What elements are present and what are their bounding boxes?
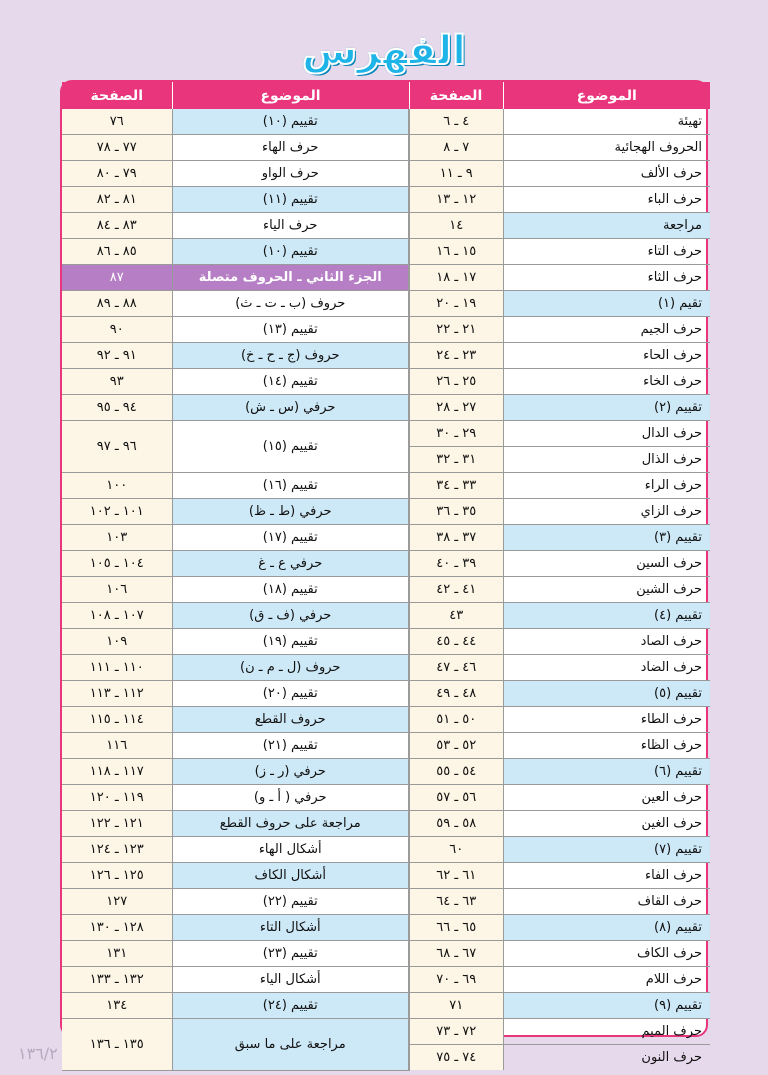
table-body <box>62 109 710 1070</box>
page-cell: ١٤ <box>409 213 503 239</box>
header-page-a: الصفحة <box>409 82 503 109</box>
topic-cell: حرف الشين <box>503 577 710 603</box>
topic-cell: حروف القطع <box>172 707 409 733</box>
table-row <box>62 629 710 655</box>
topic-cell: حرف الطاء <box>503 707 710 733</box>
page-cell: ٤١ ـ ٤٢ <box>409 577 503 603</box>
header-topic-b: الموضوع <box>172 82 409 109</box>
topic-cell: تقييم (١٠) <box>172 239 409 265</box>
table-row <box>62 863 710 889</box>
topic-cell: حرف الفاء <box>503 863 710 889</box>
table-row <box>62 187 710 213</box>
page-cell: ٧٢ ـ ٧٣ <box>409 1019 503 1045</box>
table-row <box>62 265 710 291</box>
table-row <box>62 1019 710 1045</box>
topic-cell: حرف القاف <box>503 889 710 915</box>
table-row <box>62 551 710 577</box>
page-cell: ١٩ ـ ٢٠ <box>409 291 503 317</box>
topic-cell: تقييم (٢٠) <box>172 681 409 707</box>
page-cell: ٨٥ ـ ٨٦ <box>62 239 172 265</box>
table-row <box>62 421 710 447</box>
topic-cell: تقييم (١١) <box>172 187 409 213</box>
page-cell: ٧٤ ـ ٧٥ <box>409 1045 503 1071</box>
topic-cell: تقييم (١٤) <box>172 369 409 395</box>
page-cell: ١٠٧ ـ ١٠٨ <box>62 603 172 629</box>
topic-cell: حرفي (ط ـ ظ) <box>172 499 409 525</box>
topic-cell: تقييم (١٩) <box>172 629 409 655</box>
topic-cell: حروف (ل ـ م ـ ن) <box>172 655 409 681</box>
topic-cell: حرف الغين <box>503 811 710 837</box>
table-row <box>62 369 710 395</box>
page-cell: ٣١ ـ ٣٢ <box>409 447 503 473</box>
topic-cell: حرف الكاف <box>503 941 710 967</box>
page-cell: ٥٢ ـ ٥٣ <box>409 733 503 759</box>
table-row <box>62 499 710 525</box>
page-cell: ٦٩ ـ ٧٠ <box>409 967 503 993</box>
table-row <box>62 473 710 499</box>
page-cell: ١٠٤ ـ ١٠٥ <box>62 551 172 577</box>
page-cell: ٥٦ ـ ٥٧ <box>409 785 503 811</box>
table-row <box>62 291 710 317</box>
page-cell: ٦٠ <box>409 837 503 863</box>
table-row <box>62 993 710 1019</box>
topic-cell: حرف الباء <box>503 187 710 213</box>
topic-cell: تقييم (١٦) <box>172 473 409 499</box>
table-row <box>62 759 710 785</box>
topic-cell: حرف الحاء <box>503 343 710 369</box>
table-row <box>62 707 710 733</box>
page-cell: ٧ ـ ٨ <box>409 135 503 161</box>
page-number: ١٣٦/٢ <box>18 1044 58 1063</box>
table-row <box>62 967 710 993</box>
table-row <box>62 161 710 187</box>
topic-cell: تقيم (١) <box>503 291 710 317</box>
page-cell: ٤٦ ـ ٤٧ <box>409 655 503 681</box>
topic-cell: حرف الواو <box>172 161 409 187</box>
page-cell: ٩ ـ ١١ <box>409 161 503 187</box>
table-row <box>62 889 710 915</box>
topic-cell: حرف الميم <box>503 1019 710 1045</box>
page-cell: ٥٨ ـ ٥٩ <box>409 811 503 837</box>
topic-cell: حرف الخاء <box>503 369 710 395</box>
topic-cell: تقييم (٢) <box>503 395 710 421</box>
topic-cell: حرف التاء <box>503 239 710 265</box>
table-row <box>62 395 710 421</box>
topic-cell: تقييم (١٥) <box>172 421 409 473</box>
topic-cell: حرف الدال <box>503 421 710 447</box>
page-cell: ١٢٥ ـ ١٢٦ <box>62 863 172 889</box>
topic-cell: حرف النون <box>503 1045 710 1071</box>
page-cell: ٨٨ ـ ٨٩ <box>62 291 172 317</box>
topic-cell: تقييم (٧) <box>503 837 710 863</box>
page-cell: ١٠١ ـ ١٠٢ <box>62 499 172 525</box>
page-cell: ٨٧ <box>62 265 172 291</box>
page-cell: ٣٣ ـ ٣٤ <box>409 473 503 499</box>
topic-cell: تقييم (٣) <box>503 525 710 551</box>
page-cell: ١٣٢ ـ ١٣٣ <box>62 967 172 993</box>
part-heading-cell: الجزء الثاني ـ الحروف متصلة <box>172 265 409 291</box>
topic-cell: حرف الراء <box>503 473 710 499</box>
page-cell: ٦٧ ـ ٦٨ <box>409 941 503 967</box>
page-cell: ٧٦ <box>62 109 172 135</box>
topic-cell: حرفي (ر ـ ز) <box>172 759 409 785</box>
topic-cell: حرف الذال <box>503 447 710 473</box>
topic-cell: حرفي (س ـ ش) <box>172 395 409 421</box>
table-row <box>62 213 710 239</box>
page-cell: ٩٦ ـ ٩٧ <box>62 421 172 473</box>
page-cell: ٢٩ ـ ٣٠ <box>409 421 503 447</box>
page-cell: ٢٣ ـ ٢٤ <box>409 343 503 369</box>
page-cell: ٧٧ ـ ٧٨ <box>62 135 172 161</box>
table-row <box>62 655 710 681</box>
topic-cell: أشكال الكاف <box>172 863 409 889</box>
topic-cell: حرف الثاء <box>503 265 710 291</box>
topic-cell: حرف العين <box>503 785 710 811</box>
table-row <box>62 343 710 369</box>
page-cell: ١١٠ ـ ١١١ <box>62 655 172 681</box>
topic-cell: حروف (ب ـ ت ـ ث) <box>172 291 409 317</box>
topic-cell: تقييم (٢١) <box>172 733 409 759</box>
page-cell: ١٠٦ <box>62 577 172 603</box>
topic-cell: تقييم (٦) <box>503 759 710 785</box>
table-row <box>62 603 710 629</box>
page-cell: ١٥ ـ ١٦ <box>409 239 503 265</box>
page-cell: ١٢١ ـ ١٢٢ <box>62 811 172 837</box>
topic-cell: الحروف الهجائية <box>503 135 710 161</box>
topic-cell: تقييم (١٣) <box>172 317 409 343</box>
page-cell: ١١٩ ـ ١٢٠ <box>62 785 172 811</box>
page-cell: ٢٥ ـ ٢٦ <box>409 369 503 395</box>
page-cell: ٥٠ ـ ٥١ <box>409 707 503 733</box>
page-cell: ٤٤ ـ ٤٥ <box>409 629 503 655</box>
page-cell: ٨١ ـ ٨٢ <box>62 187 172 213</box>
page-cell: ٥٤ ـ ٥٥ <box>409 759 503 785</box>
page-cell: ٩٤ ـ ٩٥ <box>62 395 172 421</box>
topic-cell: حروف (ج ـ ح ـ خ) <box>172 343 409 369</box>
page-cell: ١٢٣ ـ ١٢٤ <box>62 837 172 863</box>
page-cell: ٩٣ <box>62 369 172 395</box>
topic-cell: أشكال التاء <box>172 915 409 941</box>
topic-cell: تقييم (١٨) <box>172 577 409 603</box>
page-cell: ١٠٠ <box>62 473 172 499</box>
topic-cell: أشكال الياء <box>172 967 409 993</box>
table-row <box>62 941 710 967</box>
page-cell: ٣٥ ـ ٣٦ <box>409 499 503 525</box>
page-cell: ١٠٣ <box>62 525 172 551</box>
page-cell: ١٣٤ <box>62 993 172 1019</box>
topic-cell: تقييم (٨) <box>503 915 710 941</box>
topic-cell: حرف السين <box>503 551 710 577</box>
topic-cell: مراجعة على ما سبق <box>172 1019 409 1071</box>
topic-cell: حرف الضاد <box>503 655 710 681</box>
topic-cell: حرف الصاد <box>503 629 710 655</box>
table-row <box>62 681 710 707</box>
page-cell: ٩١ ـ ٩٢ <box>62 343 172 369</box>
page-cell: ١٢٧ <box>62 889 172 915</box>
topic-cell: حرفي ( أ ـ و) <box>172 785 409 811</box>
page-cell: ٤ ـ ٦ <box>409 109 503 135</box>
table-row <box>62 135 710 161</box>
page-cell: ١١٦ <box>62 733 172 759</box>
topic-cell: تهيئة <box>503 109 710 135</box>
index-table <box>62 82 710 1071</box>
page-cell: ١١٤ ـ ١١٥ <box>62 707 172 733</box>
topic-cell: تقييم (٥) <box>503 681 710 707</box>
table-row <box>62 317 710 343</box>
table-row <box>62 733 710 759</box>
table-row <box>62 577 710 603</box>
page-title: الفهرس <box>301 28 466 74</box>
page-cell: ١٢٨ ـ ١٣٠ <box>62 915 172 941</box>
topic-cell: حرف اللام <box>503 967 710 993</box>
page-cell: ٣٩ ـ ٤٠ <box>409 551 503 577</box>
topic-cell: تقييم (٢٤) <box>172 993 409 1019</box>
page-cell: ٢١ ـ ٢٢ <box>409 317 503 343</box>
topic-cell: حرف الجيم <box>503 317 710 343</box>
topic-cell: تقييم (٩) <box>503 993 710 1019</box>
page-cell: ١٣٥ ـ ١٣٦ <box>62 1019 172 1071</box>
header-page-b: الصفحة <box>62 82 172 109</box>
header-topic-a: الموضوع <box>503 82 710 109</box>
page-cell: ١١٧ ـ ١١٨ <box>62 759 172 785</box>
topic-cell: تقييم (٢٢) <box>172 889 409 915</box>
page-cell: ١٢ ـ ١٣ <box>409 187 503 213</box>
page-cell: ٦١ ـ ٦٢ <box>409 863 503 889</box>
page-cell: ٨٣ ـ ٨٤ <box>62 213 172 239</box>
topic-cell: مراجعة على حروف القطع <box>172 811 409 837</box>
page-cell: ٤٣ <box>409 603 503 629</box>
topic-cell: حرف الألف <box>503 161 710 187</box>
topic-cell: حرف الياء <box>172 213 409 239</box>
topic-cell: حرف الزاي <box>503 499 710 525</box>
page-cell: ١١٢ ـ ١١٣ <box>62 681 172 707</box>
topic-cell: حرفي (ف ـ ق) <box>172 603 409 629</box>
page-cell: ١٧ ـ ١٨ <box>409 265 503 291</box>
table-row <box>62 811 710 837</box>
index-table-container <box>60 80 708 1065</box>
table-row <box>62 915 710 941</box>
page-cell: ٣٧ ـ ٣٨ <box>409 525 503 551</box>
topic-cell: تقييم (٤) <box>503 603 710 629</box>
topic-cell: مراجعة <box>503 213 710 239</box>
topic-cell: تقييم (١٧) <box>172 525 409 551</box>
page-cell: ٧٩ ـ ٨٠ <box>62 161 172 187</box>
table-row <box>62 525 710 551</box>
page-cell: ٤٨ ـ ٤٩ <box>409 681 503 707</box>
page-cell: ٦٥ ـ ٦٦ <box>409 915 503 941</box>
page-cell: ٢٧ ـ ٢٨ <box>409 395 503 421</box>
page-cell: ٦٣ ـ ٦٤ <box>409 889 503 915</box>
topic-cell: تقييم (٢٣) <box>172 941 409 967</box>
page-cell: ١٣١ <box>62 941 172 967</box>
page-cell: ١٠٩ <box>62 629 172 655</box>
topic-cell: حرف الظاء <box>503 733 710 759</box>
table-row <box>62 239 710 265</box>
topic-cell: أشكال الهاء <box>172 837 409 863</box>
table-row <box>62 785 710 811</box>
topic-cell: حرفي ع ـ غ <box>172 551 409 577</box>
table-row <box>62 837 710 863</box>
topic-cell: تقييم (١٠) <box>172 109 409 135</box>
page-cell: ٧١ <box>409 993 503 1019</box>
topic-cell: حرف الهاء <box>172 135 409 161</box>
table-header-row <box>62 82 710 109</box>
page-cell: ٩٠ <box>62 317 172 343</box>
table-row <box>62 109 710 135</box>
